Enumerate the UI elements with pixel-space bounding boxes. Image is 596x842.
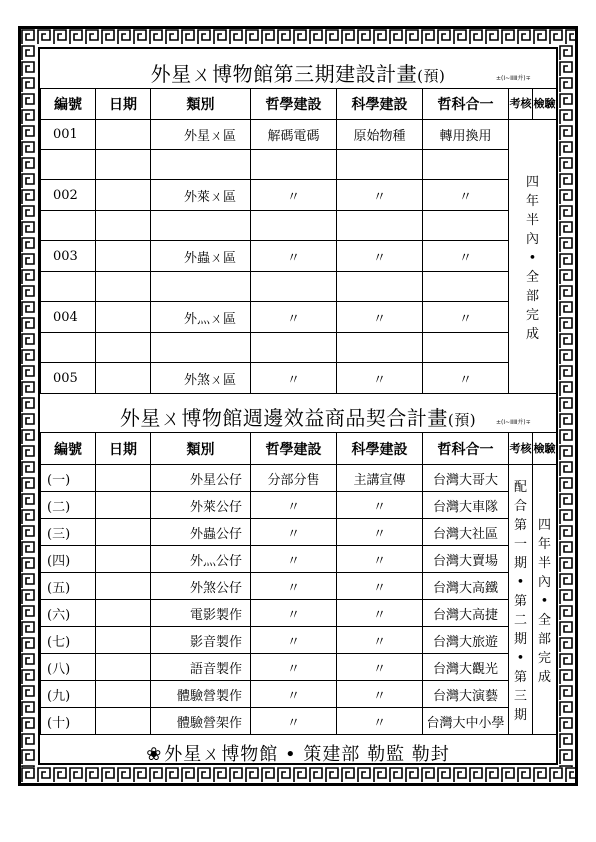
row-philosophy (251, 150, 337, 180)
row-philosophy: 解碼電碼 (251, 120, 337, 150)
row-date (96, 211, 151, 241)
table-row (41, 681, 557, 708)
row-science: 〃 (337, 546, 423, 573)
row-science: 〃 (337, 180, 423, 211)
section1-title-suffix: (預) (417, 67, 446, 85)
row-category: 體驗營架作 (151, 708, 251, 735)
row-unity (423, 272, 509, 302)
row-date (96, 627, 151, 654)
side-note-char: 全 (537, 612, 551, 628)
row-philosophy: 〃 (251, 627, 337, 654)
row-philosophy: 〃 (251, 546, 337, 573)
row-unity: 台灣大車隊 (423, 492, 509, 519)
side-note-char: 全 (525, 269, 539, 285)
row-code: 002 (41, 180, 96, 211)
section2-side-note-1 (509, 465, 533, 735)
section1-title-line (40, 61, 556, 89)
side-note-char: 半 (537, 555, 551, 571)
side-note-char: 成 (537, 669, 551, 685)
row-code: 001 (41, 120, 96, 150)
row-category: 外煞ㄨ區 (151, 363, 251, 394)
side-note-char: 部 (525, 288, 539, 304)
row-unity: 〃 (423, 363, 509, 394)
side-note-char: 三 (513, 688, 527, 704)
side-note-char: • (516, 650, 525, 666)
row-philosophy: 分部分售 (251, 465, 337, 492)
row-date (96, 241, 151, 272)
side-note-char: 內 (537, 574, 551, 590)
row-code: (十) (41, 708, 96, 735)
row-philosophy: 〃 (251, 302, 337, 333)
greek-key-pattern-right (559, 45, 575, 767)
row-philosophy: 〃 (251, 180, 337, 211)
row-philosophy (251, 272, 337, 302)
row-date (96, 180, 151, 211)
side-note-char: 第 (513, 517, 527, 533)
row-code: (八) (41, 654, 96, 681)
row-science (337, 150, 423, 180)
header-date: 日期 (96, 433, 151, 465)
side-note-char: 四 (537, 517, 551, 533)
header-category: 類別 (151, 89, 251, 120)
side-note-char: 合 (513, 498, 527, 514)
header-science: 科學建設 (337, 89, 423, 120)
row-unity: 轉用換用 (423, 120, 509, 150)
side-note-char: • (540, 593, 549, 609)
side-note-char: 年 (525, 193, 539, 209)
row-date (96, 573, 151, 600)
table-row (41, 302, 557, 333)
row-code: (五) (41, 573, 96, 600)
row-unity: 〃 (423, 241, 509, 272)
header-assessment: 考核 (509, 433, 533, 465)
side-note-char: 第 (513, 593, 527, 609)
row-science: 〃 (337, 708, 423, 735)
row-category (151, 333, 251, 363)
header-category: 類別 (151, 433, 251, 465)
table-row (41, 180, 557, 211)
side-note-char: 一 (513, 536, 527, 552)
header-assessment: 考核 (509, 89, 533, 120)
footer-text: 外星ㄨ博物館 • 策建部 勒監 勒封 (164, 744, 450, 765)
footer (40, 744, 556, 766)
row-date (96, 363, 151, 394)
side-note-char: 配 (513, 479, 527, 495)
side-note-char: 完 (537, 650, 551, 666)
table-row (41, 150, 557, 180)
row-unity: 台灣大演藝 (423, 681, 509, 708)
row-science: 主講宣傳 (337, 465, 423, 492)
greek-key-pattern-top (21, 29, 575, 45)
side-note-char: 四 (525, 174, 539, 190)
row-date (96, 302, 151, 333)
row-date (96, 681, 151, 708)
row-science: 〃 (337, 681, 423, 708)
section1-title: 外星ㄨ博物館第三期建設計畫 (150, 62, 418, 86)
section1-tag: ±(Ⅰ~ⅡⅢ并)∓ (496, 75, 531, 82)
row-date (96, 519, 151, 546)
table-row (41, 465, 557, 492)
section1-header-row (41, 89, 557, 120)
row-category: 外星公仔 (151, 465, 251, 492)
row-date (96, 708, 151, 735)
row-unity: 〃 (423, 180, 509, 211)
row-science: 〃 (337, 600, 423, 627)
row-unity: 台灣大賣場 (423, 546, 509, 573)
table-row (41, 272, 557, 302)
row-category: 外灬ㄨ區 (151, 302, 251, 333)
row-unity: 台灣大哥大 (423, 465, 509, 492)
section2-tag: ±(Ⅰ~ⅡⅢ并)∓ (496, 419, 531, 426)
section1-side-note (509, 120, 557, 394)
row-category: 外蟲ㄨ區 (151, 241, 251, 272)
section2-table (40, 432, 557, 735)
row-code: (二) (41, 492, 96, 519)
flower-icon: ❀ (146, 744, 163, 765)
row-science: 〃 (337, 654, 423, 681)
row-unity: 台灣大旅遊 (423, 627, 509, 654)
header-code: 編號 (41, 89, 96, 120)
row-category: 外蟲公仔 (151, 519, 251, 546)
row-code: 005 (41, 363, 96, 394)
table-row (41, 708, 557, 735)
row-philosophy (251, 211, 337, 241)
header-code: 編號 (41, 433, 96, 465)
row-unity (423, 211, 509, 241)
row-date (96, 546, 151, 573)
table-row (41, 333, 557, 363)
row-philosophy: 〃 (251, 654, 337, 681)
row-category: 外灬公仔 (151, 546, 251, 573)
row-science: 〃 (337, 573, 423, 600)
row-science: 〃 (337, 519, 423, 546)
row-date (96, 150, 151, 180)
header-science: 科學建設 (337, 433, 423, 465)
row-category: 外萊ㄨ區 (151, 180, 251, 211)
row-date (96, 465, 151, 492)
side-note-char: 期 (513, 631, 527, 647)
row-date (96, 333, 151, 363)
section2-header-row (41, 433, 557, 465)
side-note-char: 第 (513, 669, 527, 685)
table-row (41, 120, 557, 150)
row-category: 外萊公仔 (151, 492, 251, 519)
section1-table (40, 88, 557, 394)
row-unity: 台灣大高捷 (423, 600, 509, 627)
row-category: 影音製作 (151, 627, 251, 654)
section2-side-note-2 (533, 465, 557, 735)
row-date (96, 272, 151, 302)
row-philosophy: 〃 (251, 363, 337, 394)
row-category: 電影製作 (151, 600, 251, 627)
row-science: 原始物種 (337, 120, 423, 150)
row-philosophy: 〃 (251, 573, 337, 600)
row-category: 體驗營製作 (151, 681, 251, 708)
row-category (151, 211, 251, 241)
row-category (151, 272, 251, 302)
row-code: 003 (41, 241, 96, 272)
row-philosophy (251, 333, 337, 363)
row-philosophy: 〃 (251, 681, 337, 708)
row-category (151, 150, 251, 180)
row-code (41, 211, 96, 241)
row-code (41, 150, 96, 180)
section2-title: 外星ㄨ博物館週邊效益商品契合計畫 (119, 406, 448, 430)
row-philosophy: 〃 (251, 241, 337, 272)
row-unity: 台灣大中小學 (423, 708, 509, 735)
row-category: 語音製作 (151, 654, 251, 681)
row-science (337, 211, 423, 241)
row-philosophy: 〃 (251, 708, 337, 735)
header-inspection: 檢驗 (533, 433, 557, 465)
side-note-char: 年 (537, 536, 551, 552)
row-code: (七) (41, 627, 96, 654)
side-note-char: 內 (525, 231, 539, 247)
table-row (41, 654, 557, 681)
row-code: (九) (41, 681, 96, 708)
row-science: 〃 (337, 302, 423, 333)
header-unity: 哲科合一 (423, 433, 509, 465)
row-code: (一) (41, 465, 96, 492)
side-note-char: 期 (513, 555, 527, 571)
table-row (41, 600, 557, 627)
table-row (41, 519, 557, 546)
row-unity (423, 150, 509, 180)
row-date (96, 654, 151, 681)
row-science (337, 272, 423, 302)
table-row (41, 546, 557, 573)
header-philosophy: 哲學建設 (251, 89, 337, 120)
table-row (41, 363, 557, 394)
row-category: 外煞公仔 (151, 573, 251, 600)
section2-title-suffix: (預) (447, 411, 477, 429)
side-note-char: 期 (513, 707, 527, 723)
header-date: 日期 (96, 89, 151, 120)
side-note-char: • (516, 574, 525, 590)
row-unity: 台灣大高鐵 (423, 573, 509, 600)
table-row (41, 241, 557, 272)
row-science: 〃 (337, 241, 423, 272)
side-note-char: 半 (525, 212, 539, 228)
row-date (96, 120, 151, 150)
header-unity: 哲科合一 (423, 89, 509, 120)
header-inspection: 檢驗 (533, 89, 557, 120)
greek-key-pattern-left (21, 45, 37, 767)
row-code: (六) (41, 600, 96, 627)
row-date (96, 492, 151, 519)
table-row (41, 211, 557, 241)
side-note-char: • (528, 250, 537, 266)
row-code: 004 (41, 302, 96, 333)
section2-title-line (40, 405, 556, 433)
row-philosophy: 〃 (251, 492, 337, 519)
table-row (41, 573, 557, 600)
side-note-char: 完 (525, 307, 539, 323)
row-code: (四) (41, 546, 96, 573)
row-science: 〃 (337, 363, 423, 394)
row-philosophy: 〃 (251, 519, 337, 546)
row-science: 〃 (337, 492, 423, 519)
header-philosophy: 哲學建設 (251, 433, 337, 465)
side-note-char: 部 (537, 631, 551, 647)
row-category: 外星ㄨ區 (151, 120, 251, 150)
row-unity: 台灣大觀光 (423, 654, 509, 681)
row-code: (三) (41, 519, 96, 546)
table-row (41, 627, 557, 654)
row-science: 〃 (337, 627, 423, 654)
side-note-char: 二 (513, 612, 527, 628)
row-date (96, 600, 151, 627)
side-note-char: 成 (525, 326, 539, 342)
row-unity (423, 333, 509, 363)
row-unity: 〃 (423, 302, 509, 333)
row-code (41, 333, 96, 363)
row-code (41, 272, 96, 302)
row-philosophy: 〃 (251, 600, 337, 627)
greek-key-pattern-bottom (21, 767, 575, 783)
row-science (337, 333, 423, 363)
row-unity: 台灣大社區 (423, 519, 509, 546)
table-row (41, 492, 557, 519)
